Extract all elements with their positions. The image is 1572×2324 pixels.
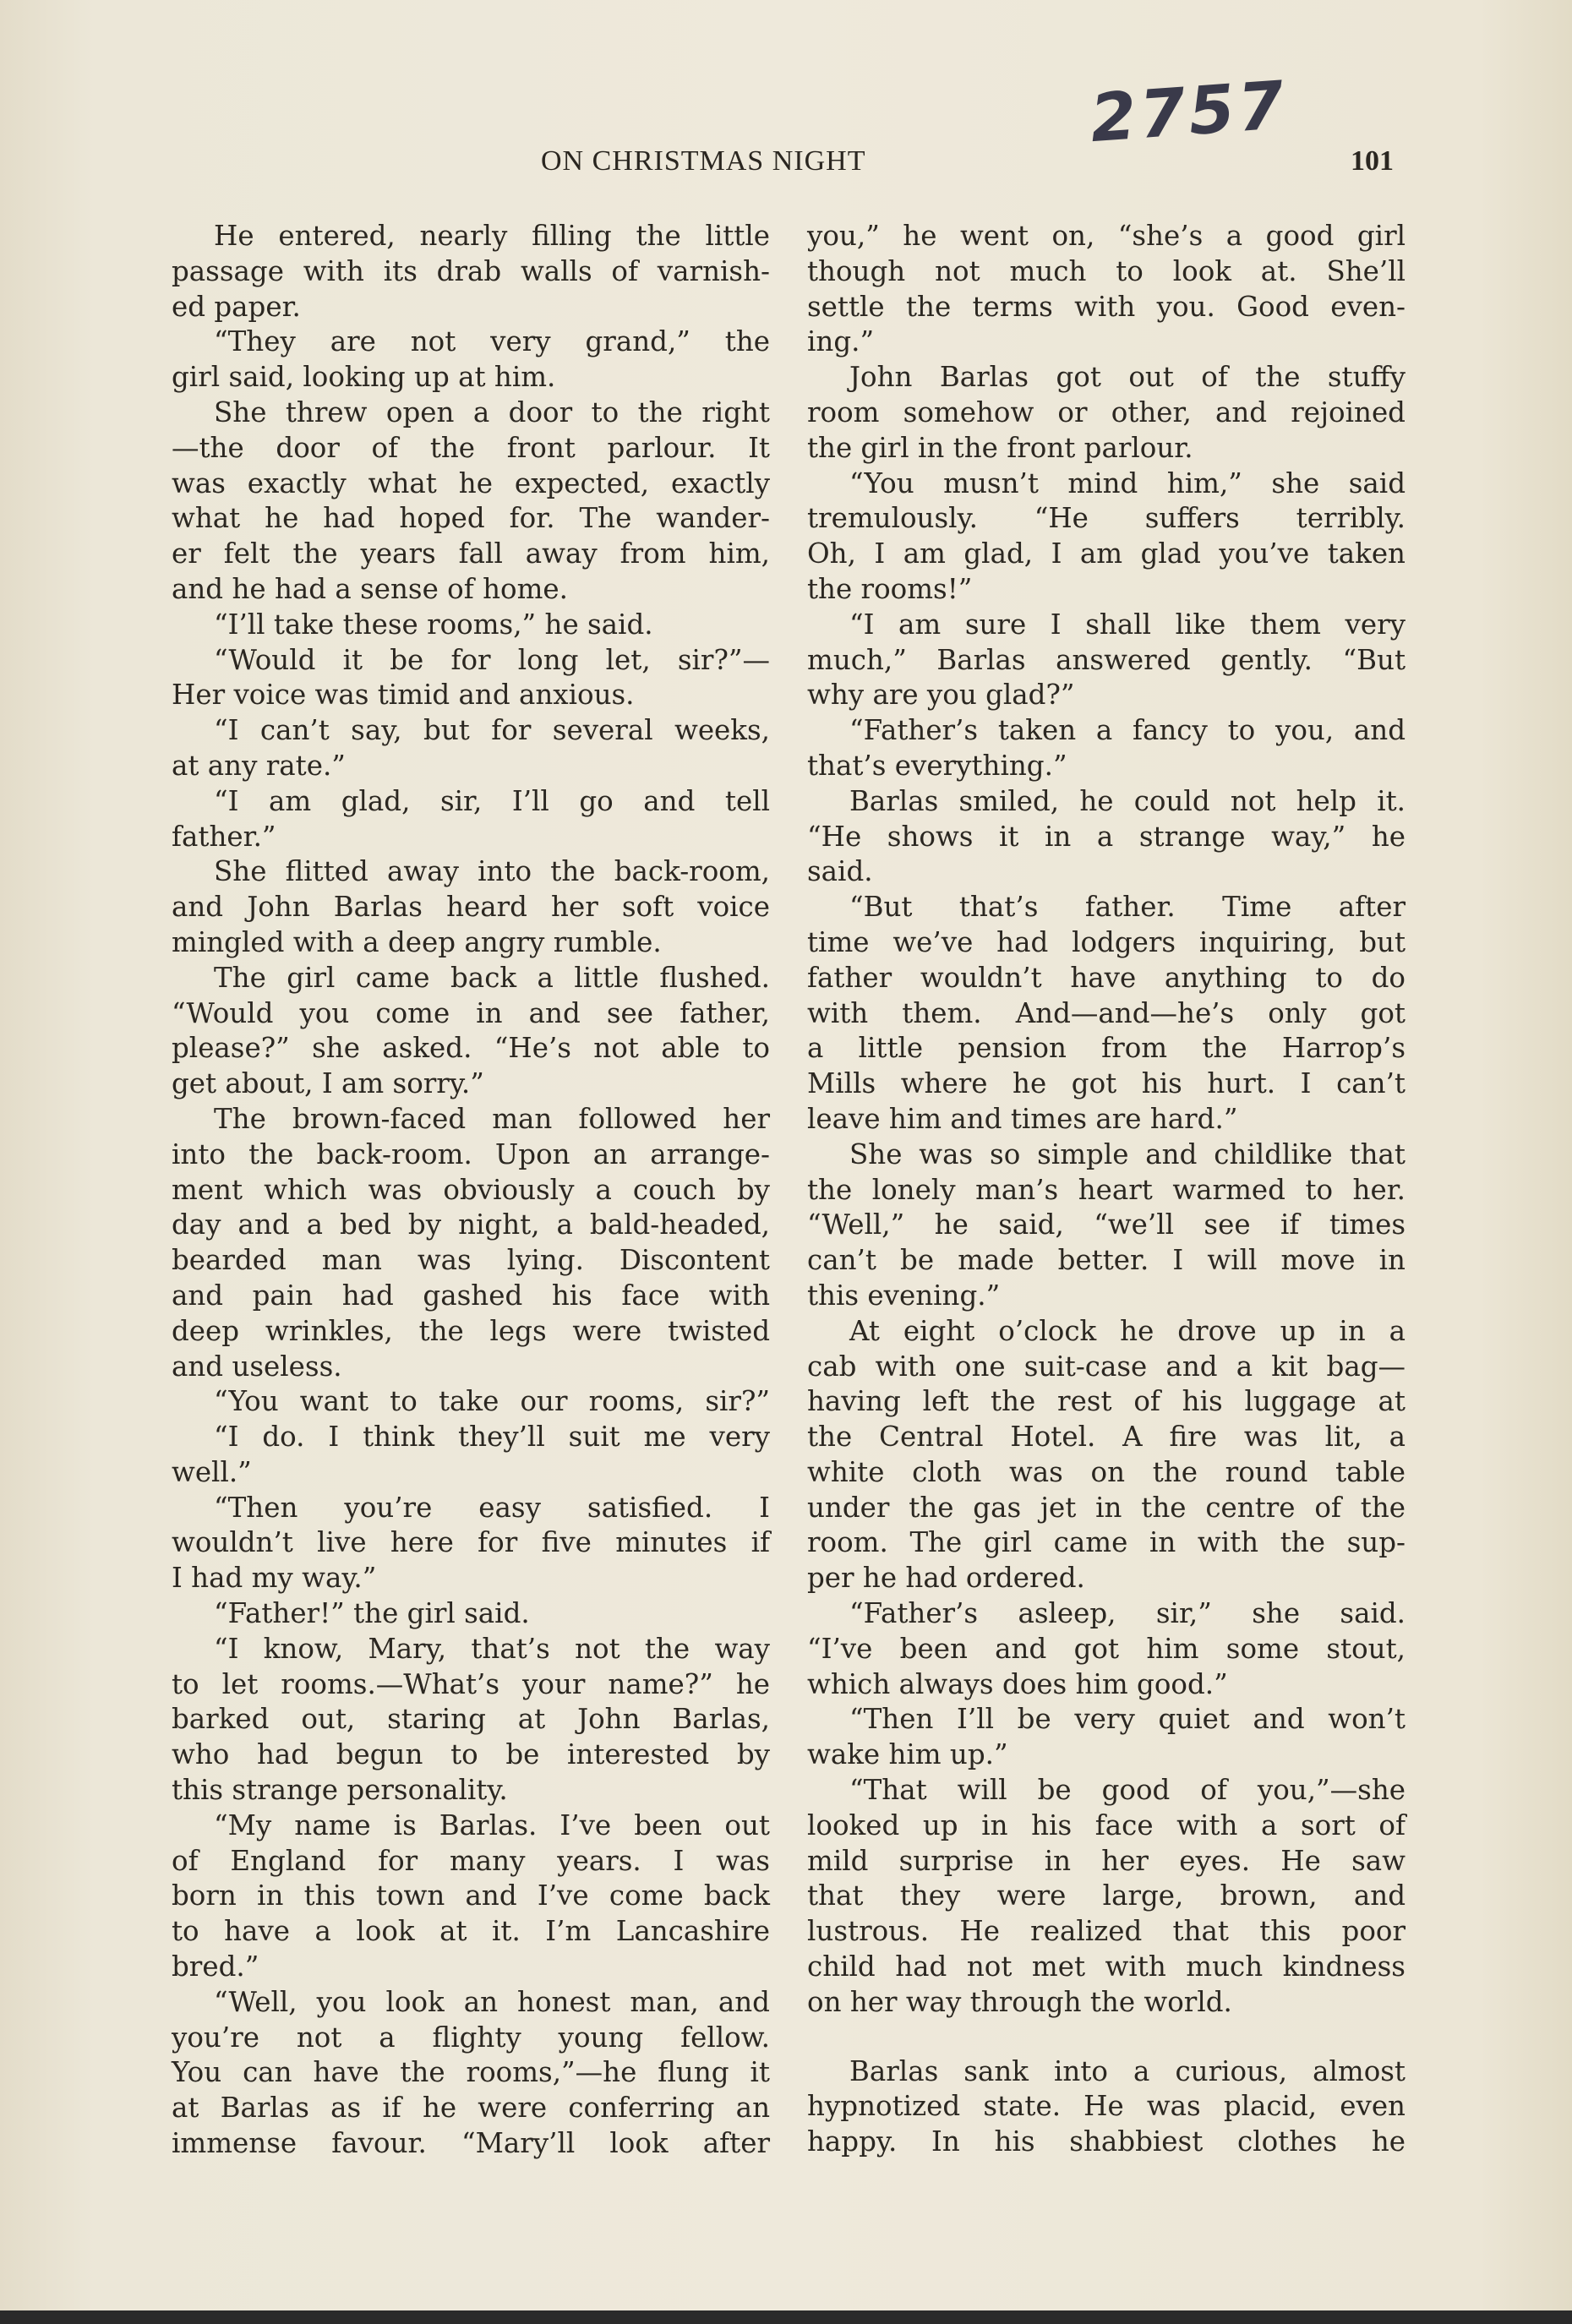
text-line: “Well,” he said, “we’ll see if times <box>807 1208 1406 1241</box>
text-line: “I am glad, sir, I’ll go and tell <box>214 784 770 817</box>
text-line: get about, I am sorry.” <box>172 1067 484 1100</box>
text-line: “Then you’re easy satisfied. I <box>214 1491 770 1524</box>
text-line: Mills where he got his hurt. I can’t <box>807 1067 1406 1100</box>
text-line: “I can’t say, but for several weeks, <box>214 714 770 747</box>
text-line: “You musn’t mind him,” she said <box>849 466 1406 499</box>
text-line: having left the rest of his luggage at <box>807 1385 1406 1418</box>
handwritten-page-note: 2757 <box>1088 67 1290 158</box>
text-line: and he had a sense of home. <box>172 572 568 605</box>
text-line: into the back-room. Upon an arrange- <box>172 1137 770 1170</box>
page-number: 101 <box>1351 145 1394 177</box>
text-line: and John Barlas heard her soft voice <box>172 891 770 924</box>
text-line: Oh, I am glad, I am glad you’ve taken <box>807 537 1406 570</box>
text-line: happy. In his shabbiest clothes he <box>807 2125 1406 2158</box>
text-line: this evening.” <box>807 1279 1001 1312</box>
page-bottom-edge <box>0 2310 1572 2324</box>
text-line: She flitted away into the back-room, <box>214 855 770 888</box>
text-line: the rooms!” <box>807 572 973 605</box>
text-line: “I am sure I shall like them very <box>849 608 1406 641</box>
text-line: “You want to take our rooms, sir?” <box>214 1385 770 1418</box>
text-line: mild surprise in her eyes. He saw <box>807 1844 1406 1877</box>
text-line: the lonely man’s heart warmed to her. <box>807 1173 1406 1206</box>
text-line: the Central Hotel. A fire was lit, a <box>807 1421 1406 1454</box>
text-line: tremulously. “He suffers terribly. <box>807 502 1406 535</box>
text-line: well.” <box>172 1455 252 1488</box>
text-line: “But that’s father. Time after <box>849 891 1406 924</box>
text-line: a little pension from the Harrop’s <box>807 1032 1406 1065</box>
text-line: can’t be made better. I will move in <box>807 1244 1406 1277</box>
text-line: immense favour. “Mary’ll look after <box>172 2127 770 2160</box>
text-line: who had begun to be interested by <box>172 1738 770 1771</box>
text-line: on her way through the world. <box>807 1985 1232 2018</box>
text-line: “Would you come in and see father, <box>172 996 770 1029</box>
text-line: father wouldn’t have anything to do <box>807 961 1406 994</box>
text-line: She threw open a door to the right <box>214 396 770 428</box>
text-line: “I’ve been and got him some stout, <box>807 1632 1406 1665</box>
text-line: Barlas smiled, he could not help it. <box>849 784 1406 817</box>
text-line: Her voice was timid and anxious. <box>172 679 635 712</box>
text-line: Barlas sank into a curious, almost <box>849 2054 1406 2087</box>
text-line: barked out, staring at John Barlas, <box>172 1703 770 1736</box>
text-line: white cloth was on the round table <box>807 1455 1406 1488</box>
right-text-column <box>807 219 1406 2160</box>
text-line: wake him up.” <box>807 1738 1008 1771</box>
text-line: and pain had gashed his face with <box>172 1279 770 1312</box>
text-line: “Would it be for long let, sir?”— <box>214 643 770 676</box>
text-line: said. <box>807 855 873 888</box>
text-line: You can have the rooms,”—he flung it <box>172 2056 770 2089</box>
text-line: hypnotized state. He was placid, even <box>807 2090 1406 2123</box>
text-line: er felt the years fall away from him, <box>172 537 770 570</box>
text-line: “They are not very grand,” the <box>214 325 770 358</box>
text-line: time we’ve had lodgers inquiring, but <box>807 925 1406 958</box>
text-line: “He shows it in a strange way,” he <box>807 820 1406 853</box>
text-line: under the gas jet in the centre of the <box>807 1491 1406 1524</box>
text-line: which always does him good.” <box>807 1667 1228 1700</box>
text-line: at Barlas as if he were conferring an <box>172 2092 770 2125</box>
text-line: “That will be good of you,”—she <box>849 1774 1406 1807</box>
text-line: girl said, looking up at him. <box>172 361 556 394</box>
text-line: She was so simple and childlike that <box>849 1137 1406 1170</box>
text-line: “Father’s asleep, sir,” she said. <box>849 1597 1406 1630</box>
text-line: ed paper. <box>172 290 301 323</box>
text-line: father.” <box>172 820 276 853</box>
text-line: “Then I’ll be very quiet and won’t <box>849 1703 1406 1736</box>
text-line: per he had ordered. <box>807 1562 1085 1595</box>
text-line: cab with one suit-case and a kit bag— <box>807 1350 1406 1383</box>
text-line: child had not met with much kindness <box>807 1950 1406 1983</box>
text-line: “Father’s taken a fancy to you, and <box>849 714 1406 747</box>
text-line: The girl came back a little flushed. <box>214 961 770 994</box>
text-line: “Father!” the girl said. <box>214 1597 530 1630</box>
text-line: though not much to look at. She’ll <box>807 254 1406 287</box>
text-line: you’re not a flighty young fellow. <box>172 2021 770 2054</box>
text-line: deep wrinkles, the legs were twisted <box>172 1314 770 1347</box>
text-line: “Well, you look an honest man, and <box>214 1985 770 2018</box>
section-break <box>807 2021 1406 2054</box>
text-line: At eight o’clock he drove up in a <box>849 1314 1406 1347</box>
text-line: day and a bed by night, a bald-headed, <box>172 1208 770 1241</box>
text-line: please?” she asked. “He’s not able to <box>172 1032 770 1065</box>
text-line: wouldn’t live here for five minutes if <box>172 1526 770 1559</box>
text-line: I had my way.” <box>172 1562 377 1595</box>
text-line: —the door of the front parlour. It <box>172 431 770 464</box>
text-line: “I do. I think they’ll suit me very <box>214 1421 770 1454</box>
text-line: was exactly what he expected, exactly <box>172 466 770 499</box>
text-line: you,” he went on, “she’s a good girl <box>807 220 1406 252</box>
text-line: ing.” <box>807 325 875 358</box>
text-line: “My name is Barlas. I’ve been out <box>214 1808 770 1841</box>
text-line: The brown-faced man followed her <box>214 1102 770 1135</box>
text-line: mingled with a deep angry rumble. <box>172 925 662 958</box>
text-line: settle the terms with you. Good even- <box>807 290 1406 323</box>
text-line: that they were large, brown, and <box>807 1879 1406 1912</box>
text-line: “I’ll take these rooms,” he said. <box>214 608 653 641</box>
text-line: looked up in his face with a sort of <box>807 1808 1406 1841</box>
text-line: bred.” <box>172 1950 259 1983</box>
text-line: room somehow or other, and rejoined <box>807 396 1406 428</box>
text-line: born in this town and I’ve come back <box>172 1879 770 1912</box>
text-line: leave him and times are hard.” <box>807 1102 1238 1135</box>
text-line: room. The girl came in with the sup- <box>807 1526 1406 1559</box>
text-line: at any rate.” <box>172 749 346 782</box>
text-line: this strange personality. <box>172 1774 508 1807</box>
text-line: to let rooms.—What’s your name?” he <box>172 1667 770 1700</box>
text-line: to have a look at it. I’m Lancashire <box>172 1915 770 1948</box>
text-line: bearded man was lying. Discontent <box>172 1244 770 1277</box>
left-text-column <box>172 219 770 2162</box>
text-line: and useless. <box>172 1350 342 1383</box>
text-line: what he had hoped for. The wander- <box>172 502 770 535</box>
text-line: lustrous. He realized that this poor <box>807 1915 1406 1948</box>
text-line: John Barlas got out of the stuffy <box>849 361 1406 394</box>
text-line: of England for many years. I was <box>172 1844 770 1877</box>
text-line: much,” Barlas answered gently. “But <box>807 643 1406 676</box>
text-line: “I know, Mary, that’s not the way <box>214 1632 770 1665</box>
text-line: that’s everything.” <box>807 749 1067 782</box>
text-line: passage with its drab walls of varnish- <box>172 254 770 287</box>
text-line: with them. And—and—he’s only got <box>807 996 1406 1029</box>
text-line: the girl in the front parlour. <box>807 431 1193 464</box>
text-line: He entered, nearly filling the little <box>214 220 770 252</box>
text-line: ment which was obviously a couch by <box>172 1173 770 1206</box>
running-head-title: ON CHRISTMAS NIGHT <box>541 145 866 177</box>
text-line: why are you glad?” <box>807 679 1075 712</box>
